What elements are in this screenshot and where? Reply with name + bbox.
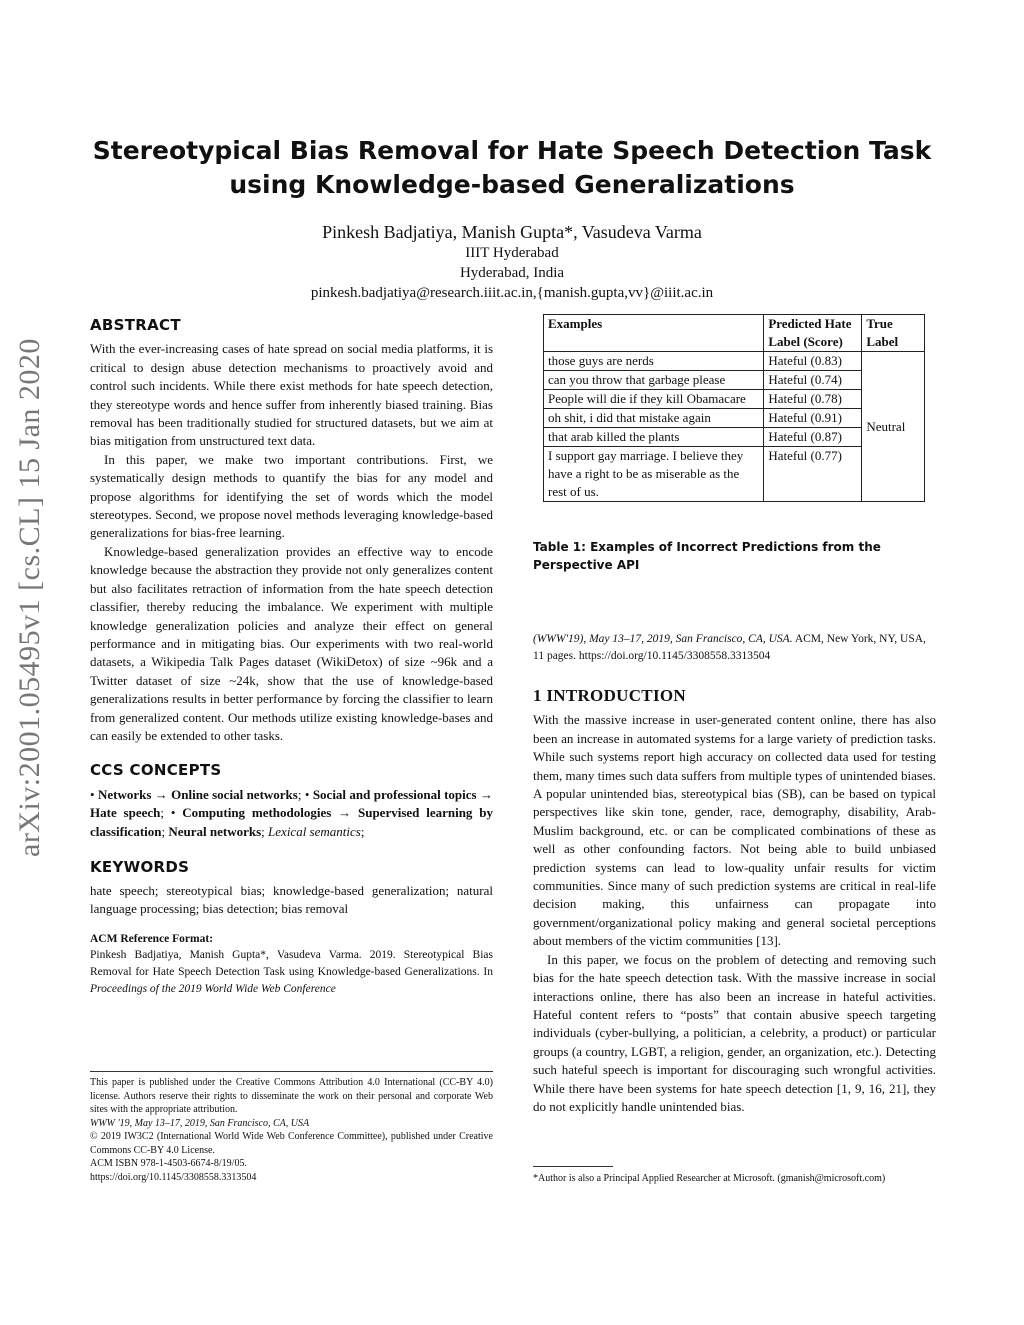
authors: Pinkesh Badjatiya, Manish Gupta*, Vasudeva Varma (322, 222, 702, 242)
example-cell: that arab killed the plants (544, 428, 764, 447)
location: Hyderabad, India (459, 265, 565, 281)
acm-reference (90, 931, 493, 997)
keywords-text: hate speech; stereotypical bias; knowledge-based generalization; natural language processing; bias detection; bias removal (90, 882, 493, 917)
prediction-cell: Hateful (0.74) (764, 371, 862, 390)
copyright-block (90, 1076, 493, 1184)
example-cell: I support gay marriage. I believe they have a right to be as miserable as the rest of us. (544, 447, 764, 502)
header-examples: Examples (544, 315, 764, 352)
title-line-1: Stereotypical Bias Removal for Hate Speech Detection Task (92, 136, 932, 165)
affiliation: IIIT Hyderabad (465, 245, 559, 261)
copyright-license: This paper is published under the Creative Commons Attribution 4.0 International (CC-BY 4.0) license. Authors reserve their rights to disseminate the work on their personal and corporate Web sites with the appropriate attribution. (90, 1077, 493, 1115)
acm-reference-text: Pinkesh Badjatiya, Manish Gupta*, Vasudeva Varma. 2019. Stereotypical Bias Removal for Hate Speech Detection Task using Knowledge-based Generalizations. In (90, 949, 493, 978)
ccs-concepts: • Networks → Online social networks; • Social and professional topics → Hate speech; • Computing methodologies → Supervised learning by classification; Neural networks; Lexical semantics; (90, 786, 493, 839)
ccs-term: Social and professional topics (312, 786, 477, 802)
acm-reference-heading: ACM Reference Format: (90, 932, 214, 945)
abstract-paragraph-1: With the ever-increasing cases of hate spread on social media platforms, it is critical to design abuse detection mechanisms to proactively avoid and control such incidents. While there exist methods for hate speech detection, they stereotype words and hence suffer from inherently biased training. Bias removal has been traditionally studied for structured datasets, but we aim at bias mitigation from unstructured text data. (90, 341, 493, 449)
ccs-term: Hate speech (90, 805, 161, 821)
intro-paragraph-1: With the massive increase in user-generated content online, there has also been an increase in automated systems for a large variety of prediction tasks. While such systems report high accuracy on collected data used for testing them, many times such data suffers from multiple types of unintended biases. A popular unintended bias, stereotypical bias (SB), can be based on typical perspectives like skin tone, gender, race, demography, disability, Arab-Muslim background, etc. or can be complicated combinations of these as well as other confounding factors. Not being able to build unbiased prediction systems can lead to low-quality unfair results for victim communities. Since many of such prediction systems are critical in real-life decision making, this unfairness can propagate into government/organizational policy making and general societal perceptions about members of the victim communities [13]. (533, 712, 936, 949)
header-predicted: Predicted Hate Label (Score) (764, 315, 862, 352)
venue-rest: ACM, New York, NY, USA, 11 pages. https://doi.org/10.1145/3308558.3313504 (533, 633, 926, 662)
ccs-term: Lexical semantics (268, 823, 361, 839)
copyright-venue: WWW '19, May 13–17, 2019, San Francisco, CA, USA (90, 1117, 310, 1129)
prediction-cell: Hateful (0.87) (764, 428, 862, 447)
copyright-isbn: ACM ISBN 978-1-4503-6674-8/19/05. (90, 1158, 247, 1169)
header-true-label: True Label (862, 315, 925, 352)
abstract-paragraph-2: In this paper, we make two important contributions. First, we systematically design methods to quantify the bias for any model and propose algorithms for identifying the set of words which the model stereotypes. Second, we propose novel methods leveraging knowledge-based generalizations for bias-free learning. (90, 451, 493, 541)
abstract-heading: ABSTRACT (90, 316, 181, 334)
ccs-term: Supervised learning by classification (90, 805, 493, 839)
left-column (90, 316, 493, 997)
acm-reference-venue: Proceedings of the 2019 World Wide Web Conference (90, 982, 336, 995)
table-caption: Table 1: Examples of Incorrect Predictions from the Perspective API (533, 540, 881, 572)
example-cell: People will die if they kill Obamacare (544, 390, 764, 409)
prediction-cell: Hateful (0.83) (764, 352, 862, 371)
copyright-iw3c2: © 2019 IW3C2 (International World Wide Web Conference Committee), published under Creative Commons CC-BY 4.0 License. (90, 1131, 493, 1156)
arxiv-identifier: arXiv:2001.05495v1 [cs.CL] 15 Jan 2020 (13, 338, 46, 857)
keywords-heading: KEYWORDS (90, 857, 190, 876)
true-label-cell: Neutral (862, 352, 925, 502)
prediction-cell: Hateful (0.77) (764, 447, 862, 502)
example-cell: oh shit, i did that mistake again (544, 409, 764, 428)
examples-table (543, 314, 925, 502)
abstract-paragraph-3: Knowledge-based generalization provides an effective way to encode knowledge because the abstraction they provide not only generalizes content but also facilitates retraction of information from the hate speech detection classifier, thereby reducing the imbalance. We experiment with multiple knowledge generalization policies and analyze their effect on general performance and in mitigating bias. Our experiments with two real-world datasets, a Wikipedia Talk Pages dataset (WikiDetox) of size ~96k and a Twitter dataset of size ~24k, show that the use of knowledge-based generalizations results in better performance by forcing the classifier to learn from generalized content. Our methods utilize existing knowledge-bases and can easily be extended to other tasks. (90, 543, 493, 743)
ccs-heading: CCS CONCEPTS (90, 761, 222, 780)
venue-italic: (WWW'19), May 13–17, 2019, San Francisco, CA, USA. (533, 633, 793, 645)
table-header-row (544, 315, 925, 352)
right-column (533, 687, 936, 1116)
title-line-2: using Knowledge-based Generalizations (229, 170, 795, 199)
prediction-cell: Hateful (0.91) (764, 409, 862, 428)
intro-paragraph-2: In this paper, we focus on the problem of detecting and removing such bias for the hate speech detection task. With the massive increase in social interactions online, there has also been an increase in hateful activities. Hateful content refers to “posts” that contain abusive speech targeting individuals (cyber-bullying, a politician, a celebrity, a product) or particular groups (a country, LGBT, a religion, gender, an organization, etc.). Detecting such hateful speech is important for discouraging such wrongful activities. While there have been systems for hate speech detection [1, 9, 16, 21], they do not explicitly handle unintended bias. (533, 951, 936, 1114)
introduction-heading: 1 INTRODUCTION (533, 686, 686, 705)
footnote-rule (90, 1071, 493, 1072)
ccs-term: Computing methodologies (182, 805, 332, 821)
author-footnote: *Author is also a Principal Applied Researcher at Microsoft. (gmanish@microsoft.com) (533, 1173, 886, 1184)
ccs-term: Online social networks (171, 786, 298, 802)
table-row (544, 352, 925, 371)
paper-title (0, 134, 1024, 202)
ccs-term: Neural networks (168, 823, 262, 839)
ccs-term: Networks (97, 786, 152, 802)
venue-line (533, 631, 936, 664)
author-footnote-rule (533, 1166, 613, 1167)
author-emails: pinkesh.badjatiya@research.iiit.ac.in,{manish.gupta,vv}@iiit.ac.in (310, 285, 714, 301)
prediction-cell: Hateful (0.78) (764, 390, 862, 409)
example-cell: those guys are nerds (544, 352, 764, 371)
example-cell: can you throw that garbage please (544, 371, 764, 390)
copyright-doi: https://doi.org/10.1145/3308558.3313504 (90, 1171, 257, 1183)
